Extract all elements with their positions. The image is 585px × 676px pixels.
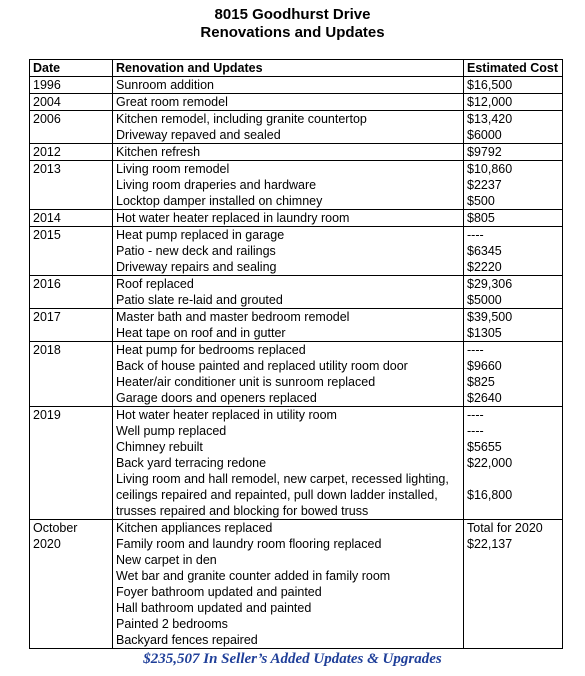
cost-cell-line: $13,420 <box>467 112 513 126</box>
date-cell <box>30 276 113 309</box>
cost-cell-line: Total for 2020 <box>467 521 543 535</box>
subtitle-heading: Renovations and Updates <box>200 24 385 41</box>
cost-cell-line: ---- <box>467 408 484 422</box>
renovation-cell-line: Hall bathroom updated and painted <box>116 601 312 615</box>
cost-cell-line: $9660 <box>467 359 502 373</box>
renovation-cell-line: Patio - new deck and railings <box>116 244 276 258</box>
renovation-cell-line: Living room remodel <box>116 162 230 176</box>
cost-cell <box>464 210 563 227</box>
table-row <box>30 111 563 144</box>
renovation-cell-line: Back of house painted and replaced utility room door <box>116 359 408 373</box>
table-row <box>30 77 563 94</box>
renovation-cell-line: ceilings repaired and repainted, pull down ladder installed, <box>116 488 438 502</box>
cost-cell-line: $39,500 <box>467 310 513 324</box>
table-row <box>30 276 563 309</box>
cost-cell <box>464 309 563 342</box>
table-row <box>30 227 563 276</box>
cost-cell-line: $12,000 <box>467 95 513 109</box>
renovation-cell-line: Master bath and master bedroom remodel <box>116 310 350 324</box>
renovation-cell <box>113 276 464 309</box>
cost-cell-line: $5655 <box>467 440 502 454</box>
renovation-cell-line: Back yard terracing redone <box>116 456 267 470</box>
date-cell-line: 2004 <box>33 95 61 109</box>
cost-cell-line: $6000 <box>467 128 502 142</box>
renovation-cell-line: Chimney rebuilt <box>116 440 203 454</box>
cost-cell-line: ---- <box>467 228 484 242</box>
cost-cell-line: $5000 <box>467 293 502 307</box>
renovation-cell-line: Heater/air conditioner unit is sunroom replaced <box>116 375 376 389</box>
date-cell <box>30 111 113 144</box>
renovation-cell <box>113 161 464 210</box>
cost-cell-line: $9792 <box>467 145 502 159</box>
date-cell <box>30 520 113 649</box>
date-cell-line: 2018 <box>33 343 61 357</box>
cost-cell <box>464 407 563 520</box>
renovation-cell <box>113 210 464 227</box>
renovation-cell-line: Living room and hall remodel, new carpet, recessed lighting, <box>116 472 449 486</box>
cost-cell <box>464 227 563 276</box>
renovation-cell <box>113 520 464 649</box>
cost-cell-line <box>467 503 562 519</box>
cost-cell-line: $16,800 <box>467 488 513 502</box>
column-header-cost: Estimated Cost <box>464 60 563 77</box>
cost-cell-line: $825 <box>467 375 495 389</box>
renovation-cell-line: Family room and laundry room flooring replaced <box>116 537 382 551</box>
cost-cell <box>464 144 563 161</box>
table-row <box>30 94 563 111</box>
cost-cell-line: $22,137 <box>467 537 513 551</box>
renovation-cell-line: Wet bar and granite counter added in family room <box>116 569 391 583</box>
cost-cell <box>464 276 563 309</box>
address-heading: 8015 Goodhurst Drive <box>214 6 371 23</box>
column-header-renovation: Renovation and Updates <box>113 60 464 77</box>
cost-cell-line: $1305 <box>467 326 502 340</box>
cost-cell-line: ---- <box>467 343 484 357</box>
date-cell-line: 1996 <box>33 78 61 92</box>
renovation-cell-line: Backyard fences repaired <box>116 633 258 647</box>
renovation-cell-line: Garage doors and openers replaced <box>116 391 317 405</box>
renovation-cell-line: Heat pump replaced in garage <box>116 228 285 242</box>
renovation-cell <box>113 227 464 276</box>
table-row <box>30 161 563 210</box>
date-cell-line: 2012 <box>33 145 61 159</box>
cost-cell-line: $500 <box>467 194 495 208</box>
renovation-cell-line: Living room draperies and hardware <box>116 178 317 192</box>
cost-cell-line: $6345 <box>467 244 502 258</box>
document-title <box>0 6 585 42</box>
renovation-cell-line: Patio slate re-laid and grouted <box>116 293 283 307</box>
table-body <box>30 77 563 649</box>
renovation-cell-line: Heat tape on roof and in gutter <box>116 326 286 340</box>
renovation-cell-line: Kitchen remodel, including granite countertop <box>116 112 367 126</box>
renovation-cell-line: Kitchen appliances replaced <box>116 521 273 535</box>
date-cell-line: 2015 <box>33 228 61 242</box>
cost-cell-line: ---- <box>467 424 484 438</box>
cost-cell <box>464 520 563 649</box>
cost-cell <box>464 111 563 144</box>
cost-cell-line: $2237 <box>467 178 502 192</box>
cost-cell-line: $10,860 <box>467 162 513 176</box>
table-row <box>30 144 563 161</box>
date-cell <box>30 94 113 111</box>
date-cell-line: 2013 <box>33 162 61 176</box>
renovation-cell-line: Heat pump for bedrooms replaced <box>116 343 306 357</box>
renovation-cell <box>113 342 464 407</box>
date-cell-line: October <box>33 521 78 535</box>
renovation-cell-line: Driveway repaved and sealed <box>116 128 281 142</box>
cost-cell <box>464 161 563 210</box>
cost-cell-line: $16,500 <box>467 78 513 92</box>
date-cell <box>30 309 113 342</box>
cost-cell-line: $805 <box>467 211 495 225</box>
renovation-cell-line: Kitchen refresh <box>116 145 201 159</box>
date-cell <box>30 227 113 276</box>
date-cell <box>30 144 113 161</box>
cost-cell-line: $29,306 <box>467 277 513 291</box>
date-cell <box>30 161 113 210</box>
date-cell-line: 2016 <box>33 277 61 291</box>
date-cell <box>30 210 113 227</box>
renovation-cell-line: Hot water heater replaced in laundry room <box>116 211 350 225</box>
date-cell-line: 2019 <box>33 408 61 422</box>
renovation-cell <box>113 94 464 111</box>
renovation-cell <box>113 144 464 161</box>
renovation-cell-line: trusses repaired and blocking for bowed truss <box>116 504 369 518</box>
cost-cell-line: $22,000 <box>467 456 513 470</box>
table-row <box>30 342 563 407</box>
renovation-cell-line: Well pump replaced <box>116 424 227 438</box>
table-header-row <box>30 60 563 77</box>
date-cell <box>30 407 113 520</box>
date-cell-line: 2020 <box>33 537 61 551</box>
renovation-cell-line: Roof replaced <box>116 277 194 291</box>
renovation-cell-line: Painted 2 bedrooms <box>116 617 228 631</box>
cost-cell-line: $2640 <box>467 391 502 405</box>
cost-cell <box>464 94 563 111</box>
date-cell-line: 2014 <box>33 211 61 225</box>
column-header-date: Date <box>30 60 113 77</box>
date-cell-line: 2017 <box>33 310 61 324</box>
table-row <box>30 407 563 520</box>
date-cell <box>30 342 113 407</box>
renovation-cell-line: Driveway repairs and sealing <box>116 260 277 274</box>
table-row <box>30 210 563 227</box>
renovation-cell <box>113 77 464 94</box>
renovation-cell-line: Locktop damper installed on chimney <box>116 194 323 208</box>
cost-cell-line: $2220 <box>467 260 502 274</box>
renovation-cell-line: Hot water heater replaced in utility room <box>116 408 337 422</box>
renovation-cell-line: Great room remodel <box>116 95 228 109</box>
date-cell <box>30 77 113 94</box>
table-row <box>30 520 563 649</box>
renovation-cell-line: Sunroom addition <box>116 78 214 92</box>
cost-cell <box>464 77 563 94</box>
table-row <box>30 309 563 342</box>
renovation-cell-line: New carpet in den <box>116 553 217 567</box>
renovation-cell <box>113 407 464 520</box>
renovation-cell <box>113 309 464 342</box>
cost-cell <box>464 342 563 407</box>
cost-cell-line <box>467 471 562 487</box>
renovation-cell <box>113 111 464 144</box>
date-cell-line: 2006 <box>33 112 61 126</box>
renovations-table <box>29 59 563 649</box>
total-summary: $235,507 In Seller’s Added Updates & Upgrades <box>143 651 442 667</box>
renovation-cell-line: Foyer bathroom updated and painted <box>116 585 322 599</box>
